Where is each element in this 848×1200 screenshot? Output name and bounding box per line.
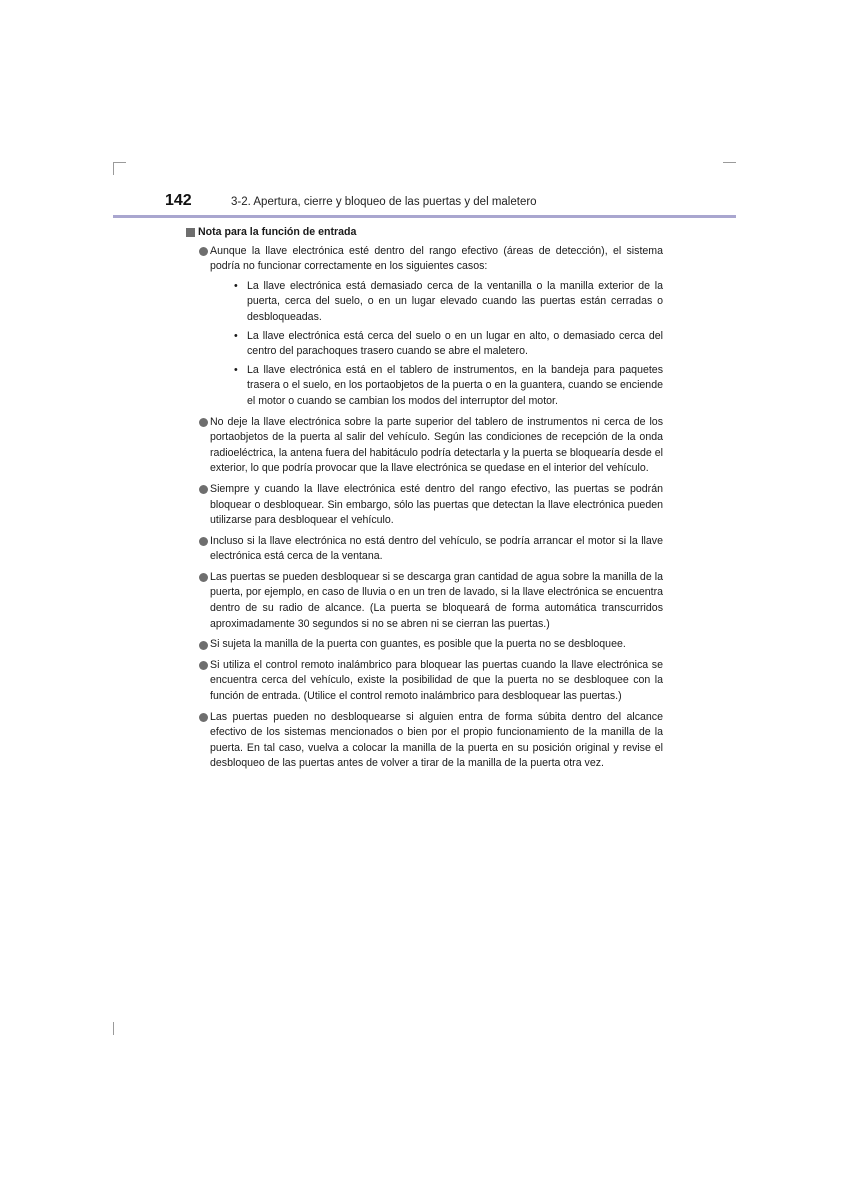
circle-bullet-icon (199, 713, 208, 722)
list-item (186, 637, 663, 653)
sub-list (210, 279, 663, 410)
list-item-text: Siempre y cuando la llave electrónica esté dentro del rango efectivo, las puertas se podrán bloquear o desbloquear. Sin embargo, sólo las puertas que detectan la llave electrónica pueden utilizarse para desbloquear el vehículo. (210, 482, 663, 527)
crop-mark-top-left-horizontal (113, 162, 126, 163)
list-item-text: Si utiliza el control remoto inalámbrico para bloquear las puertas cuando la llave electrónica se encuentra cerca del vehículo, existe la posibilidad de que la puerta no se desbloquee con la función de entrada. (Utilice el control remoto inalámbrico para desbloquear las puertas.) (210, 658, 663, 703)
header-rule (113, 215, 736, 218)
list-item (186, 710, 663, 772)
sub-list-item (210, 363, 663, 410)
crop-mark-bottom-left (113, 1022, 114, 1035)
dot-bullet-icon: • (234, 279, 238, 292)
circle-bullet-icon (199, 418, 208, 427)
list-item (186, 570, 663, 632)
list-item (186, 415, 663, 477)
sub-list-item (210, 279, 663, 326)
list-item (186, 482, 663, 529)
sub-list-item-text: La llave electrónica está cerca del suelo o en un lugar en alto, o demasiado cerca del centro del parachoques trasero cuando se abre el maletero. (247, 329, 663, 358)
dot-bullet-icon: • (234, 363, 238, 376)
list-item (186, 658, 663, 705)
section-heading (186, 225, 663, 241)
circle-bullet-icon (199, 485, 208, 494)
list-item (186, 244, 663, 410)
circle-bullet-icon (199, 641, 208, 650)
list-item-text: Si sujeta la manilla de la puerta con guantes, es posible que la puerta no se desbloquee. (210, 638, 626, 651)
sub-list-item (210, 329, 663, 360)
chapter-title: 3-2. Apertura, cierre y bloqueo de las puertas y del maletero (231, 196, 537, 208)
circle-bullet-icon (199, 537, 208, 546)
list-item-text: Incluso si la llave electrónica no está dentro del vehículo, se podría arrancar el motor si la llave electrónica está cerca de la ventana. (210, 534, 663, 563)
sub-list-item-text: La llave electrónica está en el tablero de instrumentos, en la bandeja para paquetes trasera o el suelo, en los portaobjetos de la puerta o en la guantera, cuando se enciende el motor o cuando se cambian los modos del interruptor del motor. (247, 363, 663, 407)
page-number: 142 (165, 192, 192, 209)
content-body (186, 225, 663, 777)
list-item-text: Las puertas pueden no desbloquearse si alguien entra de forma súbita dentro del alcance efectivo de los sistemas mencionados o bien por el propio funcionamiento de la manilla de la puerta. En tal caso, vuelva a colocar la manilla de la puerta en su posición original y revise el desbloqueo de las puertas antes de volver a tirar de la manilla de la puerta otra vez. (210, 710, 663, 770)
list-item (186, 534, 663, 565)
circle-bullet-icon (199, 661, 208, 670)
circle-bullet-icon (199, 573, 208, 582)
list-item-text: Aunque la llave electrónica esté dentro del rango efectivo (áreas de detección), el sistema podría no funcionar correctamente en los siguientes casos: (210, 244, 663, 273)
crop-mark-top-left-vertical (113, 162, 114, 175)
section-title: Nota para la función de entrada (198, 226, 357, 238)
square-bullet-icon (186, 228, 195, 237)
sub-list-item-text: La llave electrónica está demasiado cerca de la ventanilla o la manilla exterior de la puerta, cerca del suelo, o en un lugar elevado cuando las puertas están cerradas o desbloqueadas. (247, 279, 663, 323)
list-item-text: Las puertas se pueden desbloquear si se descarga gran cantidad de agua sobre la manilla de la puerta, por ejemplo, en caso de lluvia o en un tren de lavado, si la llave electrónica se encuentra dentro de su radio de alcance. (La puerta se bloqueará de forma automática transcurridos aproximadamente 30 segundos si no se abren ni se cierran las puertas.) (210, 570, 663, 630)
circle-bullet-icon (199, 247, 208, 256)
list-item-text: No deje la llave electrónica sobre la parte superior del tablero de instrumentos ni cerca de los portaobjetos de la puerta al salir del vehículo. Según las condiciones de recepción de la onda radioeléctrica, la antena fuera del habitáculo podría detectarla y la puerta se bloquearía desde el exterior, lo que podría provocar que la llave electrónica se quedase en el interior del vehículo. (210, 415, 663, 475)
dot-bullet-icon: • (234, 329, 238, 342)
crop-mark-top-right (723, 162, 736, 163)
page-header (113, 190, 736, 218)
